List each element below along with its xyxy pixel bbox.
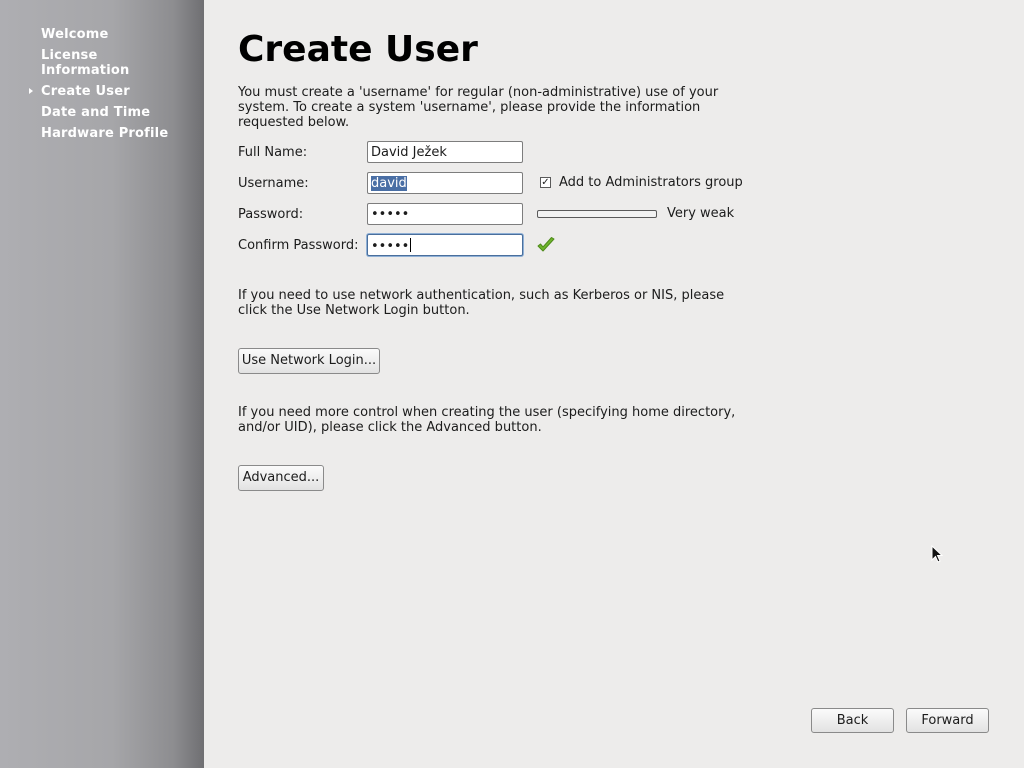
confirm-password-value: •••••: [371, 239, 410, 254]
back-button[interactable]: Back: [811, 708, 894, 733]
mouse-pointer-icon: [931, 545, 943, 564]
admin-group-label[interactable]: Add to Administrators group: [559, 175, 743, 190]
network-login-text: If you need to use network authentication, such as Kerberos or NIS, please click the Use Network Login button.: [238, 288, 725, 318]
admin-group-checkbox[interactable]: ✓: [541, 177, 550, 188]
sidebar-item-date-and-time: Date and Time: [41, 105, 151, 120]
full-name-value: David Ježek: [371, 145, 447, 160]
sidebar: [0, 0, 204, 768]
sidebar-item-hardware-profile: Hardware Profile: [41, 126, 169, 141]
username-value: david: [371, 176, 407, 191]
full-name-field[interactable]: [367, 141, 523, 163]
use-network-login-button[interactable]: Use Network Login...: [238, 348, 380, 374]
confirm-password-field[interactable]: [367, 234, 523, 256]
forward-button[interactable]: Forward: [906, 708, 989, 733]
advanced-button[interactable]: Advanced...: [238, 465, 324, 491]
page-title: Create User: [238, 29, 478, 70]
full-name-label: Full Name:: [238, 145, 308, 160]
password-strength-bar: [537, 210, 657, 218]
arrow-right-icon: [29, 88, 33, 94]
username-field[interactable]: [367, 172, 523, 194]
confirm-password-label: Confirm Password:: [238, 238, 359, 253]
password-value: •••••: [371, 207, 410, 222]
password-strength-label: Very weak: [667, 206, 735, 221]
password-label: Password:: [238, 207, 304, 222]
advanced-text: If you need more control when creating the user (specifying home directory, and/or UID), please click the Advanced button.: [238, 405, 736, 435]
username-label: Username:: [238, 176, 309, 191]
checkmark-icon: [536, 235, 556, 255]
sidebar-item-welcome: Welcome: [41, 27, 109, 42]
sidebar-item-license-information: License Information: [41, 48, 130, 78]
text-caret: [410, 238, 411, 252]
intro-text: You must create a 'username' for regular (non-administrative) use of your system. To create a system 'username', please provide the information requested below.: [238, 85, 719, 130]
password-field[interactable]: [367, 203, 523, 225]
sidebar-item-create-user: Create User: [41, 84, 130, 99]
